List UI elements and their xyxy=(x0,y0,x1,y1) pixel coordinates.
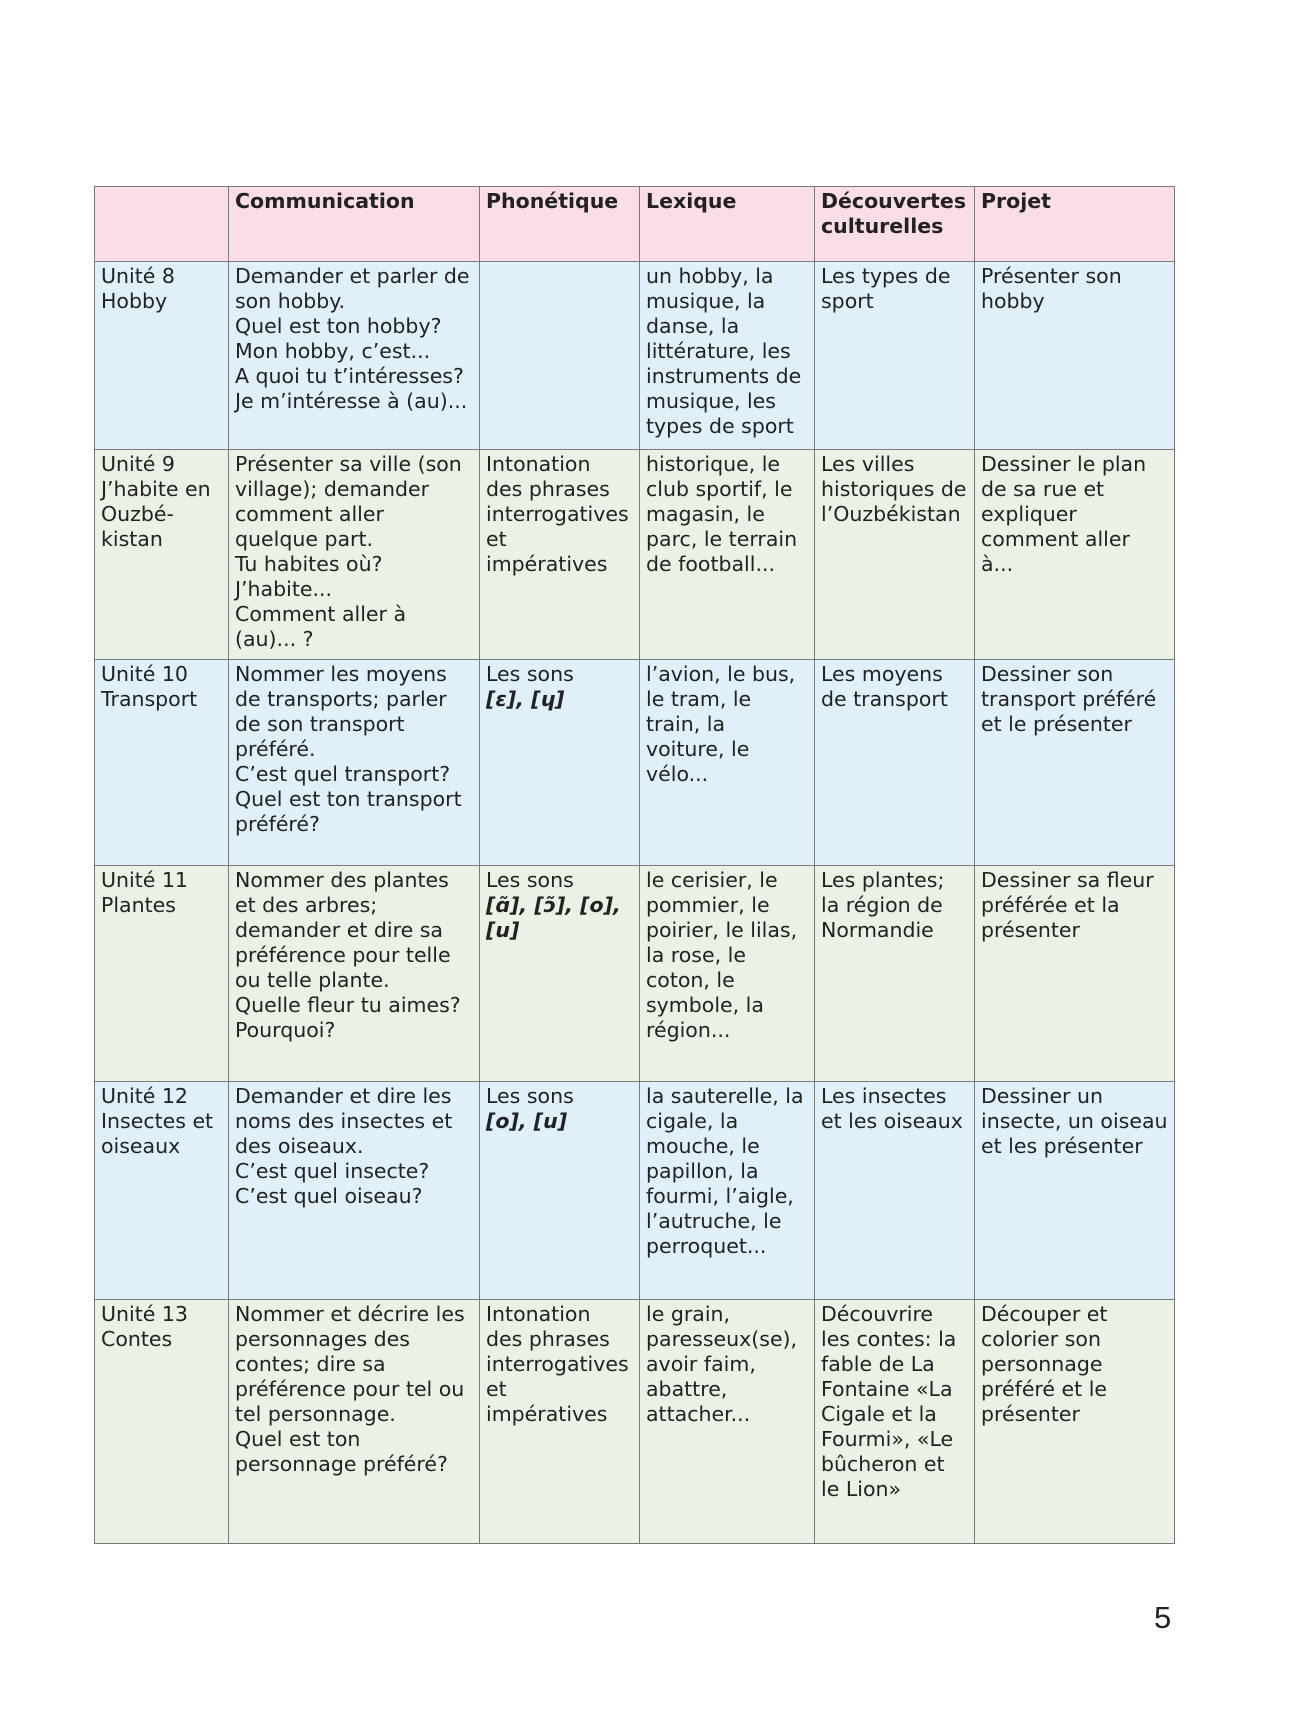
curriculum-table xyxy=(94,186,1175,1544)
communication-line: J’habite... xyxy=(235,577,333,601)
unit-title: Hobby xyxy=(101,289,168,313)
communication-line: Demander et dire les noms des insectes et des oiseaux. xyxy=(235,1084,453,1158)
projet-cell: Dessiner le plan de sa rue et expliquer comment aller à... xyxy=(975,450,1175,660)
header-empty-cell xyxy=(95,187,229,262)
table-row-unite-11 xyxy=(95,866,1175,1082)
header-projet: Projet xyxy=(975,187,1175,262)
header-communication: Communication xyxy=(229,187,480,262)
communication-cell xyxy=(229,1082,480,1300)
communication-line: Quel est ton personnage préféré? xyxy=(235,1427,448,1476)
decouvertes-cell: Les plantes; la région de Normandie xyxy=(815,866,975,1082)
projet-cell: Découper et colorier son personnage préféré et le présenter xyxy=(975,1300,1175,1544)
lexique-cell: le grain, paresseux(se), avoir faim, abattre, attacher... xyxy=(640,1300,815,1544)
header-decouvertes-culturelles: Découvertes culturelles xyxy=(815,187,975,262)
lexique-cell: un hobby, la musique, la danse, la littérature, les instruments de musique, les types de sport xyxy=(640,262,815,450)
communication-line: Présenter sa ville (son village); demander comment aller quelque part. xyxy=(235,452,462,551)
phonetique-cell xyxy=(480,866,640,1082)
unit-cell xyxy=(95,866,229,1082)
communication-cell xyxy=(229,660,480,866)
communication-line: Mon hobby, c’est... xyxy=(235,339,431,363)
communication-cell xyxy=(229,450,480,660)
table-row-unite-10 xyxy=(95,660,1175,866)
decouvertes-cell: Les insectes et les oiseaux xyxy=(815,1082,975,1300)
phonetique-cell xyxy=(480,262,640,450)
communication-cell xyxy=(229,262,480,450)
unit-cell xyxy=(95,660,229,866)
communication-line: Je m’intéresse à (au)... xyxy=(235,389,468,413)
unit-cell xyxy=(95,1300,229,1544)
table-row-unite-8 xyxy=(95,262,1175,450)
communication-cell xyxy=(229,866,480,1082)
decouvertes-cell: Les villes historiques de l’Ouzbékistan xyxy=(815,450,975,660)
unit-cell xyxy=(95,450,229,660)
unit-number: Unité 11 xyxy=(101,868,188,892)
table-header-row xyxy=(95,187,1175,262)
communication-line: Quel est ton transport préféré? xyxy=(235,787,462,836)
communication-line: C’est quel insecte? xyxy=(235,1159,430,1183)
header-phonetique: Phonétique xyxy=(480,187,640,262)
page-number: 5 xyxy=(1154,1600,1172,1635)
phonetique-text: Les sons xyxy=(486,662,574,686)
unit-number: Unité 12 xyxy=(101,1084,188,1108)
phonetique-text: Intonation des phrases interrogatives et impératives xyxy=(486,1302,629,1426)
unit-title: Transport xyxy=(101,687,198,711)
phonetique-text: Les sons xyxy=(486,868,574,892)
phonetique-cell xyxy=(480,1300,640,1544)
decouvertes-cell: Découvrire les contes: la fable de La Fontaine «La Cigale et la Fourmi», «Le bûcheron et le Lion» xyxy=(815,1300,975,1544)
header-lexique: Lexique xyxy=(640,187,815,262)
communication-line: A quoi tu t’intéresses? xyxy=(235,364,464,388)
unit-number: Unité 8 xyxy=(101,264,175,288)
lexique-cell: historique, le club sportif, le magasin, le parc, le terrain de football... xyxy=(640,450,815,660)
communication-line: Nommer et décrire les personnages des contes; dire sa préférence pour tel ou tel personnage. xyxy=(235,1302,465,1426)
unit-number: Unité 9 xyxy=(101,452,175,476)
phonetique-cell xyxy=(480,1082,640,1300)
communication-line: Comment aller à (au)... ? xyxy=(235,602,407,651)
communication-line: Nommer des plantes et des arbres; demander et dire sa préférence pour telle ou telle plante. xyxy=(235,868,451,992)
phonetique-text: Intonation des phrases interrogatives et impératives xyxy=(486,452,629,576)
unit-number: Unité 13 xyxy=(101,1302,188,1326)
projet-cell: Dessiner un insecte, un oiseau et les présenter xyxy=(975,1082,1175,1300)
phonetique-cell xyxy=(480,450,640,660)
unit-title: Contes xyxy=(101,1327,173,1351)
communication-line: Demander et parler de son hobby. xyxy=(235,264,470,313)
unit-cell xyxy=(95,1082,229,1300)
communication-line: Pourquoi? xyxy=(235,1018,336,1042)
unit-title: J’habite en Ouzbé-kistan xyxy=(101,477,211,551)
decouvertes-cell: Les types de sport xyxy=(815,262,975,450)
phonetique-sounds: [ɛ], [ɥ] xyxy=(486,687,565,711)
lexique-cell: la sauterelle, la cigale, la mouche, le papillon, la fourmi, l’aigle, l’autruche, le perroquet... xyxy=(640,1082,815,1300)
communication-line: Quelle fleur tu aimes? xyxy=(235,993,461,1017)
projet-cell: Dessiner son transport préféré et le présenter xyxy=(975,660,1175,866)
decouvertes-cell: Les moyens de transport xyxy=(815,660,975,866)
communication-line: Tu habites où? xyxy=(235,552,383,576)
communication-line: C’est quel oiseau? xyxy=(235,1184,423,1208)
unit-title: Insectes et oiseaux xyxy=(101,1109,214,1158)
projet-cell: Dessiner sa fleur préférée et la présenter xyxy=(975,866,1175,1082)
phonetique-sounds: [ɑ̃], [ɔ̃], [o], [u] xyxy=(486,893,621,942)
communication-line: C’est quel transport? xyxy=(235,762,451,786)
table-row-unite-12 xyxy=(95,1082,1175,1300)
phonetique-text: Les sons xyxy=(486,1084,574,1108)
table-row-unite-9 xyxy=(95,450,1175,660)
phonetique-cell xyxy=(480,660,640,866)
projet-cell: Présenter son hobby xyxy=(975,262,1175,450)
communication-line: Nommer les moyens de transports; parler de son transport préféré. xyxy=(235,662,447,761)
phonetique-sounds: [o], [u] xyxy=(486,1109,568,1133)
lexique-cell: le cerisier, le pommier, le poirier, le lilas, la rose, le coton, le symbole, la région... xyxy=(640,866,815,1082)
unit-cell xyxy=(95,262,229,450)
table-row-unite-13 xyxy=(95,1300,1175,1544)
lexique-cell: l’avion, le bus, le tram, le train, la voiture, le vélo... xyxy=(640,660,815,866)
unit-title: Plantes xyxy=(101,893,176,917)
communication-cell xyxy=(229,1300,480,1544)
unit-number: Unité 10 xyxy=(101,662,188,686)
communication-line: Quel est ton hobby? xyxy=(235,314,442,338)
